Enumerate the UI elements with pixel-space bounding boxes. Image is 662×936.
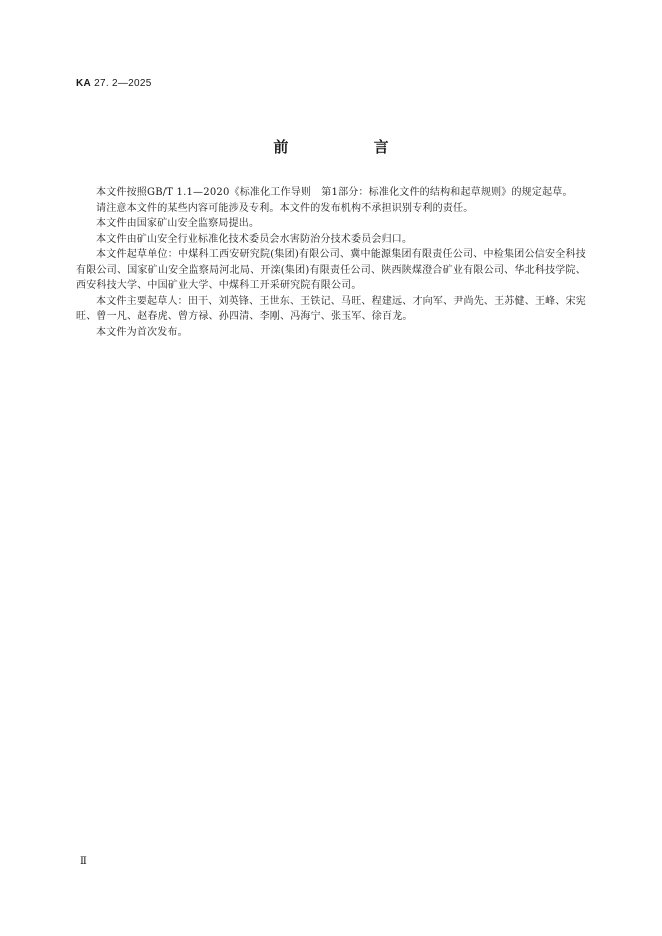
page-title: 前 言	[273, 138, 429, 156]
paragraph-first-release: 本文件为首次发布。	[96, 326, 188, 338]
standard-code-number: 27. 2—2025	[91, 78, 152, 89]
paragraph-drafters: 本文件主要起草人：田干、刘英锋、王世东、王铁记、马旺、程建远、才向军、尹尚先、王苏健、王峰、宋宪旺、曾一凡、赵春虎、曾方禄、孙四清、李刚、冯海宁、张玉军、徐百龙。	[76, 295, 586, 322]
paragraph-patent-notice: 请注意本文件的某些内容可能涉及专利。本文件的发布机构不承担识别专利的责任。	[96, 202, 474, 214]
standard-code-prefix: KA	[76, 78, 92, 89]
paragraph-drafting-units: 本文件起草单位：中煤科工西安研究院(集团)有限公司、冀中能源集团有限责任公司、中检集团公信安全科技有限公司、国家矿山安全监察局河北局、开滦(集团)有限责任公司、陕西陕煤澄合矿业有限公司、华北科技学院、西安科技大学、中国矿业大学、中煤科工开采研究院有限公司。	[76, 249, 586, 291]
paragraph-proposer: 本文件由国家矿山安全监察局提出。	[96, 218, 260, 229]
standard-code	[76, 78, 152, 89]
paragraph-drafting-rules: 本文件按照GB/T 1.1—2020《标准化工作导则 第1部分：标准化文件的结构和起草规则》的规定起草。	[96, 187, 573, 198]
foreword-body	[76, 185, 586, 340]
page-number: Ⅱ	[80, 856, 87, 867]
paragraph-centralized-by: 本文件由矿山安全行业标准化技术委员会水害防治分技术委员会归口。	[96, 233, 413, 245]
